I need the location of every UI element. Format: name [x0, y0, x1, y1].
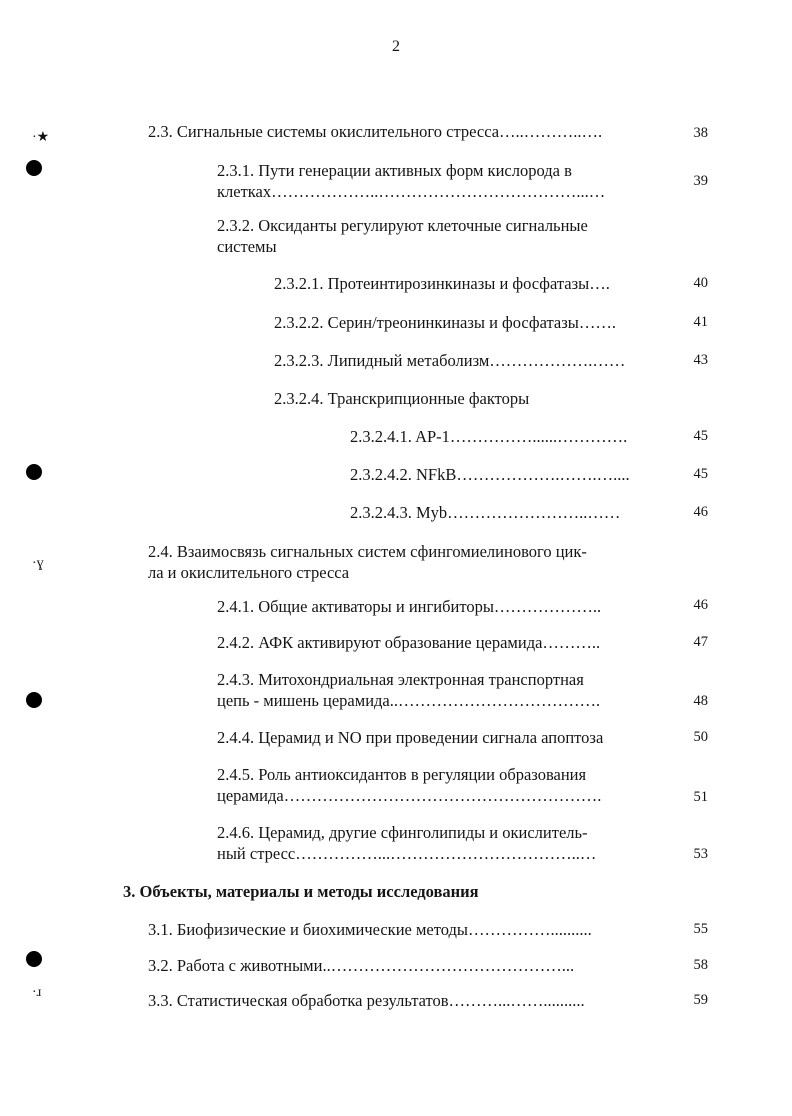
toc-entry-title: 2.3.2.4.3. Myb……………………..…… — [350, 503, 621, 522]
margin-mark: ·ɹ — [32, 985, 42, 1000]
toc-entry-title: 3.2. Работа с животными..……………………………………... — [148, 956, 575, 975]
toc-entry-title: 3.3. Статистическая обработка результатов………...…….......... — [148, 991, 585, 1010]
margin-mark: ·★ — [32, 130, 50, 145]
toc-entry-page: 48 — [693, 693, 708, 709]
toc-entry-page: 50 — [693, 729, 708, 745]
toc-entry-page: 39 — [693, 173, 708, 189]
toc-entry-page: 41 — [693, 314, 708, 330]
toc-entry-title: 2.4. Взаимосвязь сигнальных систем сфингомиелинового цик- — [148, 542, 587, 561]
toc-entry-title-cont: клетках………………..………………………………...… — [217, 182, 606, 201]
toc-entry-title: 2.4.6. Церамид, другие сфинголипиды и окислитель- — [217, 823, 588, 842]
toc-entry-page: 47 — [693, 634, 708, 650]
toc-entry-title: 2.4.5. Роль антиоксидантов в регуляции образования — [217, 765, 587, 784]
toc-entry-title: 2.4.1. Общие активаторы и ингибиторы……………….. — [217, 597, 602, 616]
toc-entry-page: 51 — [693, 789, 708, 805]
toc-entry-page: 40 — [693, 275, 708, 291]
binder-hole — [26, 951, 42, 967]
toc-entry-title-cont: церамида…………………………………………………. — [217, 786, 602, 805]
page-number: 2 — [392, 38, 400, 55]
binder-hole — [26, 160, 42, 176]
toc-entry-title: 2.3. Сигнальные системы окислительного стресса…..………..…. — [148, 122, 603, 141]
toc-entry-title: 2.4.2. АФК активируют образование церамида……….. — [217, 633, 601, 652]
toc-entry-title: 2.4.4. Церамид и NO при проведении сигнала апоптоза — [217, 728, 604, 747]
toc-entry-page: 45 — [693, 428, 708, 444]
toc-entry-title: 2.3.2.1. Протеинтирозинкиназы и фосфатазы…. — [274, 274, 610, 293]
toc-entry-title-cont: ла и окислительного стресса — [148, 563, 350, 582]
toc-entry-title: 2.3.2. Оксиданты регулируют клеточные сигнальные — [217, 216, 588, 235]
toc-entry-page: 38 — [693, 125, 708, 141]
toc-entry-title: 2.3.2.4.2. NFkB……………….…….….... — [350, 465, 630, 484]
toc-entry-title: 2.3.2.4. Транскрипционные факторы — [274, 389, 530, 408]
toc-entry-page: 53 — [693, 846, 708, 862]
toc-entry-title: 2.3.2.4.1. AP-1……………......…………. — [350, 427, 628, 446]
toc-entry-title: 2.4.3. Митохондриальная электронная транспортная — [217, 670, 584, 689]
toc-entry-title: 2.3.2.2. Серин/треонинкиназы и фосфатазы……. — [274, 313, 616, 332]
toc-entry-page: 45 — [693, 466, 708, 482]
toc-chapter-title: 3. Объекты, материалы и методы исследования — [123, 882, 479, 901]
toc-entry-page: 59 — [693, 992, 708, 1008]
margin-mark: ·ɣ — [32, 556, 44, 571]
binder-hole — [26, 464, 42, 480]
toc-entry-page: 43 — [693, 352, 708, 368]
toc-entry-page: 46 — [693, 597, 708, 613]
toc-entry-title-cont: ный стресс……………...……………………………..… — [217, 844, 597, 863]
toc-entry-title: 2.3.1. Пути генерации активных форм кислорода в — [217, 161, 572, 180]
binder-hole — [26, 692, 42, 708]
toc-entry-page: 58 — [693, 957, 708, 973]
toc-entry-title-cont: системы — [217, 237, 277, 256]
toc-entry-page: 55 — [693, 921, 708, 937]
toc-entry-title: 3.1. Биофизические и биохимические методы…………….......... — [148, 920, 592, 939]
toc-entry-page: 46 — [693, 504, 708, 520]
toc-entry-title: 2.3.2.3. Липидный метаболизм……………….…… — [274, 351, 626, 370]
toc-entry-title-cont: цепь - мишень церамида..………………………………. — [217, 691, 601, 710]
